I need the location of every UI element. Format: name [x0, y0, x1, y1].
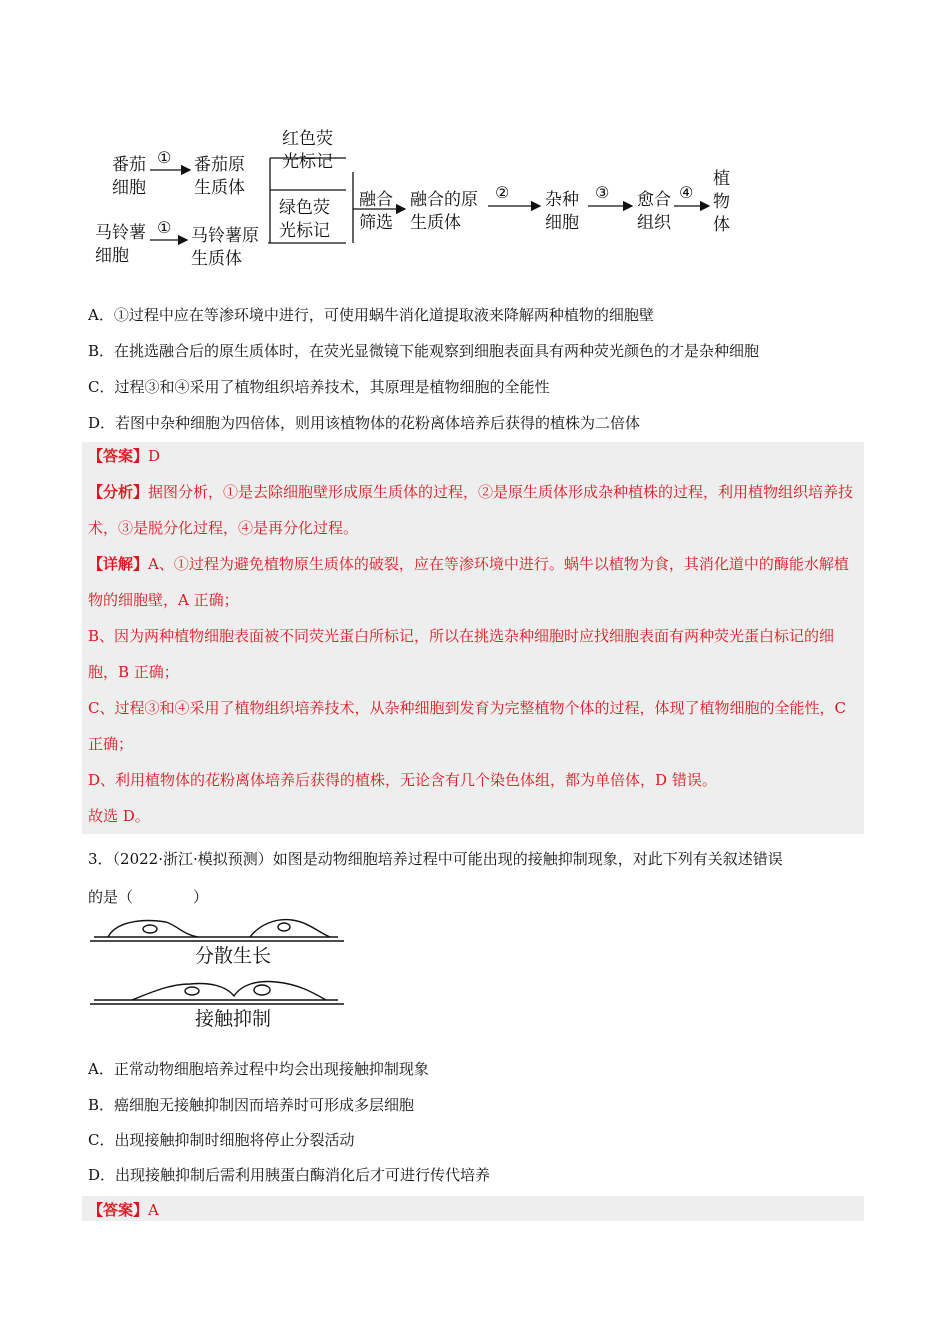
green-fluorescent-label: 绿色荧 光标记 — [279, 198, 330, 241]
q3-answer-tag: 【答案】 — [88, 1201, 149, 1219]
q3-answer-text — [88, 1192, 858, 1228]
q2-option-d: D．若图中杂种细胞为四倍体，则用该植物体的花粉离体培养后获得的植株为二倍体 — [88, 414, 641, 432]
answer-tag: 【答案】 — [88, 447, 149, 465]
contact-inhibition-caption: 接触抑制 — [195, 1008, 272, 1030]
step1-bottom: ① — [157, 218, 172, 237]
flowchart-arrows — [0, 0, 950, 300]
scattered-growth-caption: 分散生长 — [195, 945, 272, 967]
detail-d: D、利用植物体的花粉离体培养后获得的植株，无论含有几个染色体组，都为单倍体，D 错误。 — [88, 771, 717, 789]
detail-b: B、因为两种植物细胞表面被不同荧光蛋白所标记，所以在挑选杂种细胞时应找细胞表面有两种荧光蛋白标记的细胞，B 正确； — [88, 627, 835, 681]
q3-stem-line1: 3．（2022·浙江·模拟预测）如图是动物细胞培养过程中可能出现的接触抑制现象，对此下列有关叙述错误 — [88, 850, 783, 868]
q2-option-a: A．①过程中应在等渗环境中进行，可使用蜗牛消化道提取液来降解两种植物的细胞壁 — [88, 306, 654, 324]
q3-stem-line2: 的是（ ） — [88, 888, 209, 906]
callus-label: 愈合 组织 — [637, 190, 671, 233]
detail-tag: 【详解】 — [88, 555, 149, 573]
step3: ③ — [595, 183, 610, 202]
analysis-text: 据图分析，①是去除细胞壁形成原生质体的过程，②是原生质体形成杂种植株的过程，利用植物组织培养技术，③是脱分化过程，④是再分化过程。 — [88, 483, 854, 537]
detail-a: A、①过程为避免植物原生质体的破裂，应在等渗环境中进行。蜗牛以植物为食，其消化道中的酶能水解植物的细胞壁，A 正确； — [88, 555, 849, 609]
hybrid-cell-label: 杂种 细胞 — [545, 190, 579, 233]
potato-protoplast-label: 马铃薯原 生质体 — [191, 226, 259, 269]
fusion-screening-label: 融合 筛选 — [359, 190, 393, 233]
potato-cell-label: 马铃薯 细胞 — [95, 223, 146, 266]
q3-option-a: A．正常动物细胞培养过程中均会出现接触抑制现象 — [88, 1060, 429, 1078]
step2: ② — [495, 183, 510, 202]
q3-option-c: C．出现接触抑制时细胞将停止分裂活动 — [88, 1131, 355, 1149]
answer-value: D — [148, 447, 161, 465]
step4: ④ — [679, 183, 694, 202]
q3-option-b: B．癌细胞无接触抑制因而培养时可形成多层细胞 — [88, 1096, 415, 1114]
q3-answer-value: A — [148, 1201, 159, 1219]
tomato-cell-label: 番茄 细胞 — [112, 155, 146, 198]
tomato-protoplast-label: 番茄原 生质体 — [194, 155, 245, 198]
q2-option-c: C．过程③和④采用了植物组织培养技术，其原理是植物细胞的全能性 — [88, 378, 550, 396]
red-fluorescent-label: 红色荧 光标记 — [282, 129, 333, 172]
conclusion: 故选 D。 — [88, 807, 150, 825]
fused-protoplast-label: 融合的原 生质体 — [410, 190, 478, 233]
step1-top: ① — [157, 148, 172, 167]
q3-option-d: D．出现接触抑制后需利用胰蛋白酶消化后才可进行传代培养 — [88, 1166, 491, 1184]
analysis-tag: 【分析】 — [88, 483, 149, 501]
plant-label: 植 物 体 — [713, 169, 730, 235]
detail-c: C、过程③和④采用了植物组织培养技术，从杂种细胞到发育为完整植物个体的过程，体现了植物细胞的全能性，C 正确； — [88, 699, 846, 753]
q2-answer-text — [88, 438, 858, 834]
q2-option-b: B．在挑选融合后的原生质体时，在荧光显微镜下能观察到细胞表面具有两种荧光颜色的才是杂种细胞 — [88, 342, 760, 360]
